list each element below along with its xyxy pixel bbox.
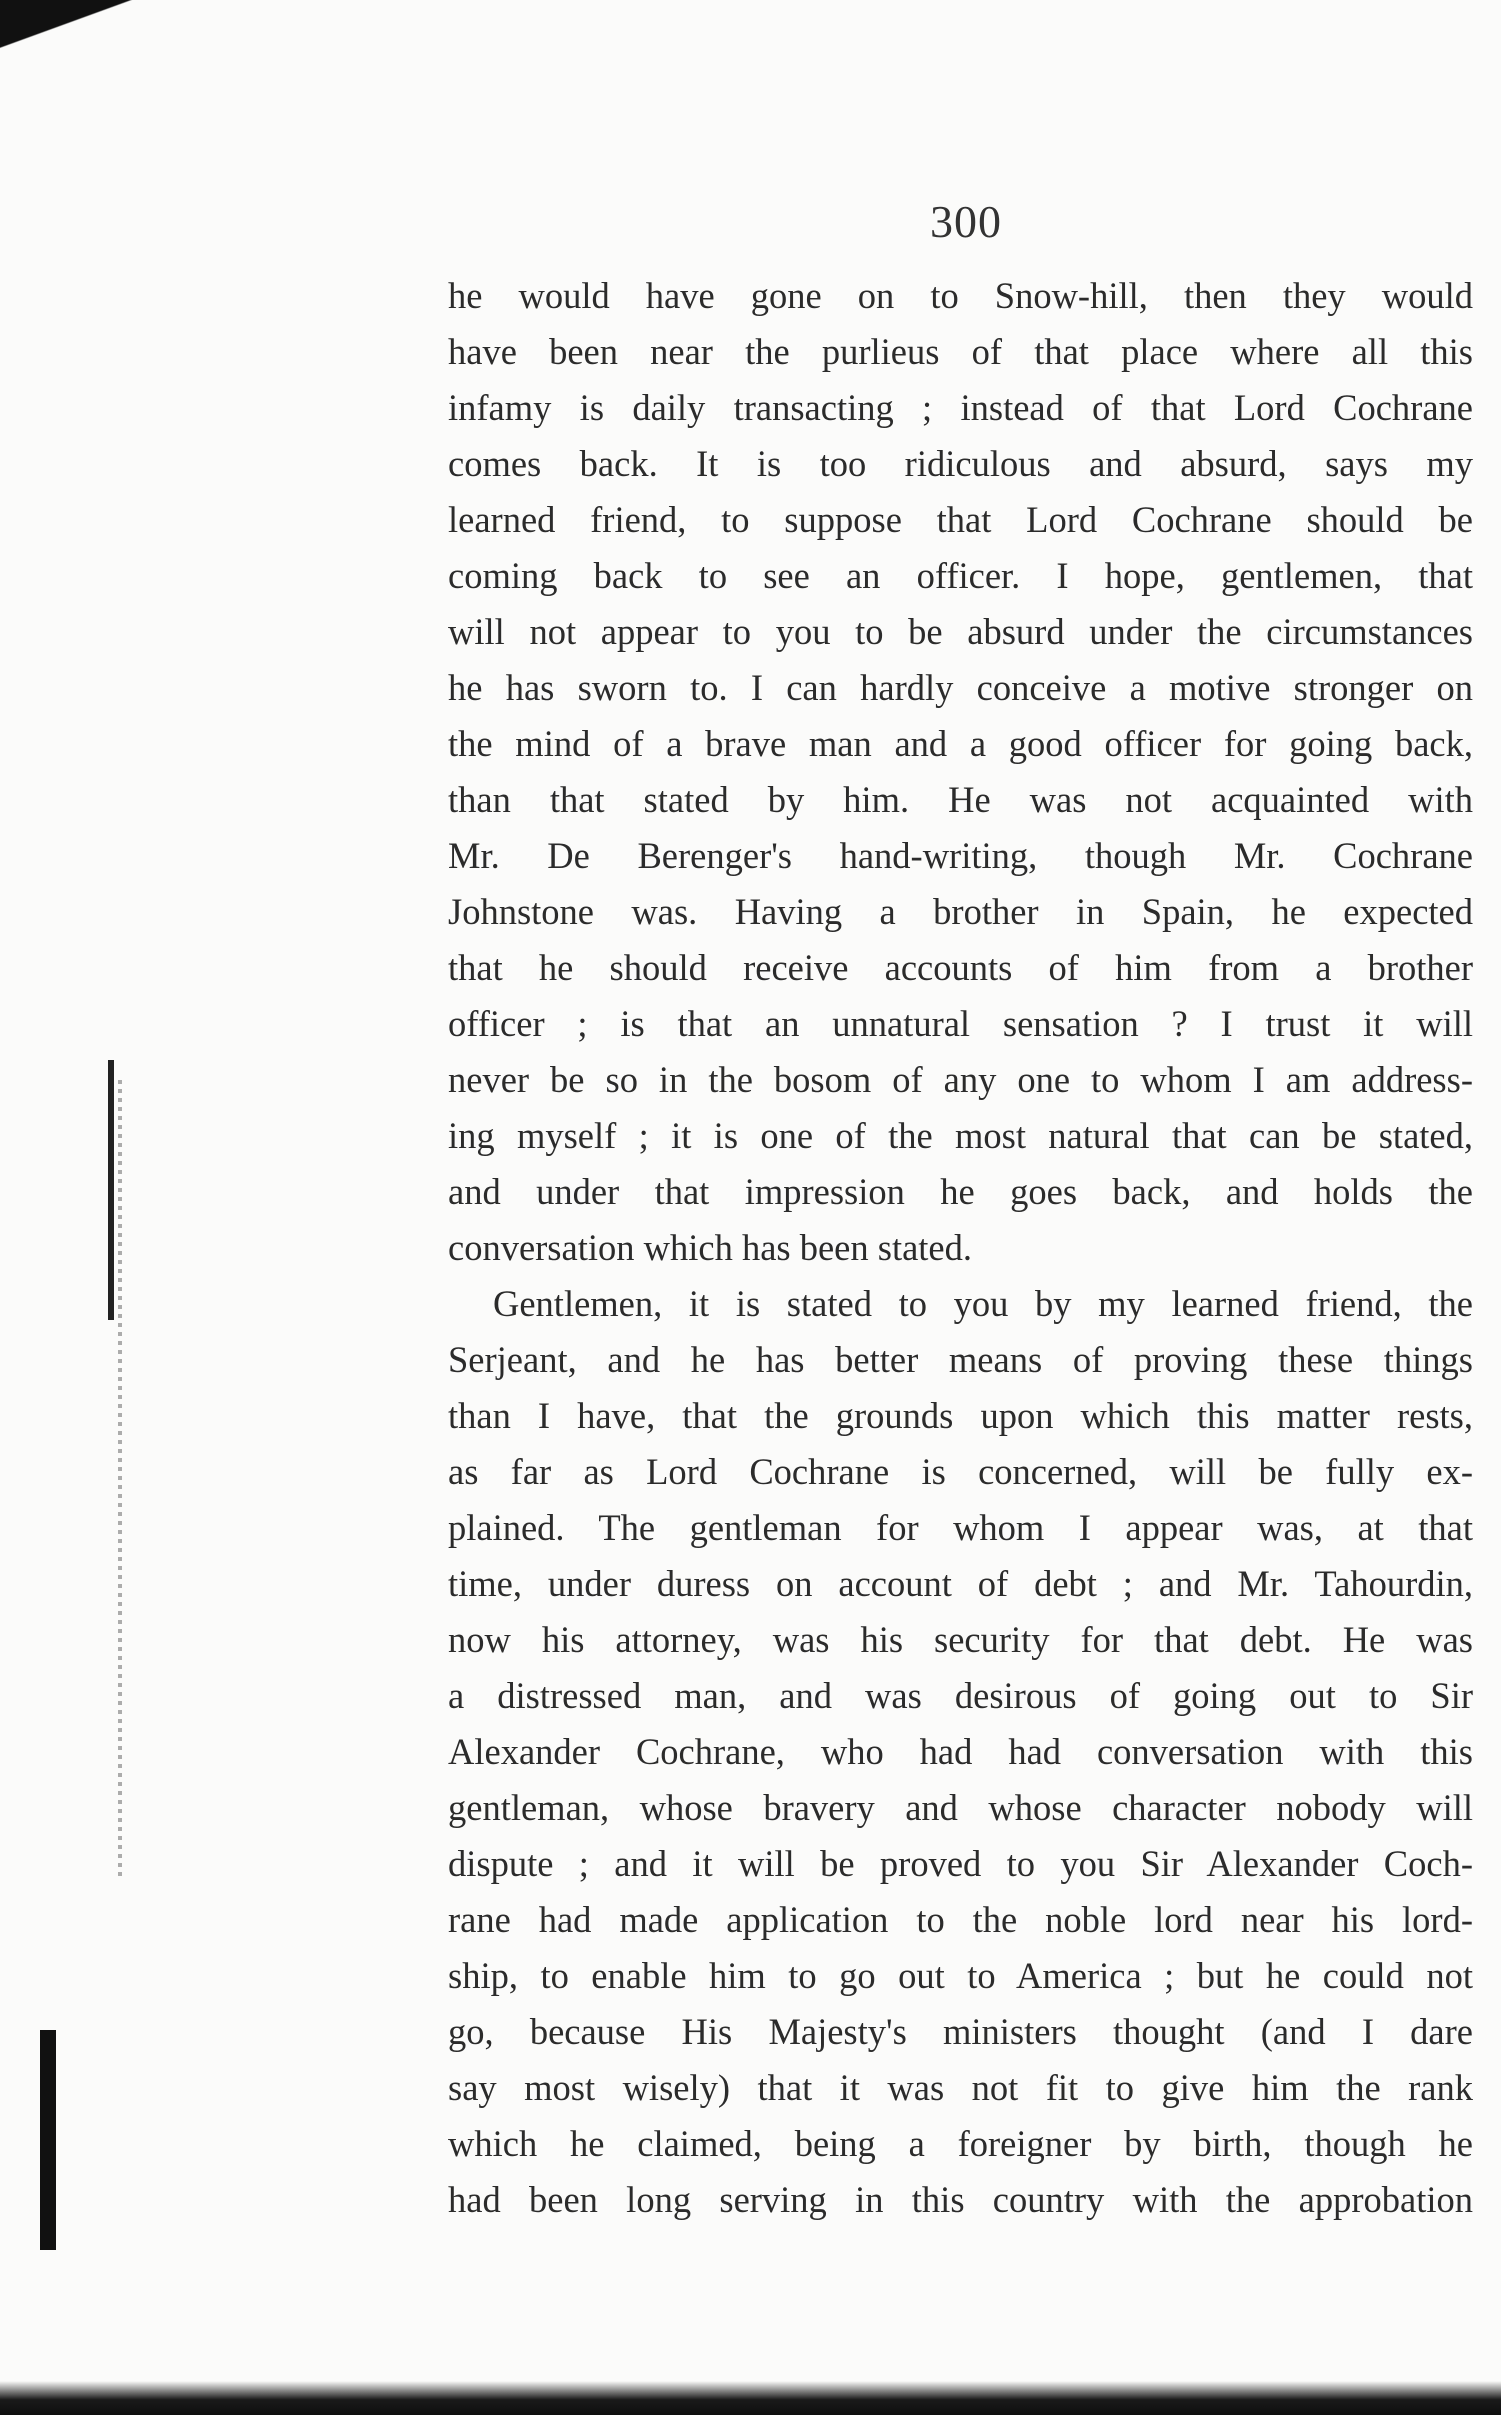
text-line: comes back. It is too ridiculous and absurd, says my <box>448 443 1473 484</box>
text-line: a distressed man, and was desirous of going out to Sir <box>448 1675 1473 1716</box>
text-line: say most wisely) that it was not fit to give him the rank <box>448 2067 1473 2108</box>
scan-corner-shadow <box>0 0 150 80</box>
text-line: time, under duress on account of debt ; and Mr. Tahourdin, <box>448 1563 1473 1604</box>
text-line: infamy is daily transacting ; instead of that Lord Cochrane <box>448 387 1473 428</box>
text-line: which he claimed, being a foreigner by birth, though he <box>448 2123 1473 2164</box>
text-line: Mr. De Berenger's hand-writing, though Mr. Cochrane <box>448 835 1473 876</box>
text-line: ship, to enable him to go out to America ; but he could not <box>448 1955 1473 1996</box>
text-line: conversation which has been stated. <box>448 1227 973 1268</box>
text-line: he has sworn to. I can hardly conceive a motive stronger on <box>448 667 1473 708</box>
scan-edge-mark <box>40 2030 56 2250</box>
text-line: than I have, that the grounds upon which this matter rests, <box>448 1395 1473 1436</box>
text-line: gentleman, whose bravery and whose character nobody will <box>448 1787 1473 1828</box>
text-line: as far as Lord Cochrane is concerned, will be fully ex- <box>448 1451 1473 1492</box>
paragraph <box>448 268 1473 1276</box>
text-line: and under that impression he goes back, and holds the <box>448 1171 1473 1212</box>
text-line: have been near the purlieus of that place where all this <box>448 331 1473 372</box>
scan-bottom-shadow <box>0 2381 1501 2415</box>
text-line: Johnstone was. Having a brother in Spain, he expected <box>448 891 1473 932</box>
body-text <box>448 268 1473 2228</box>
text-line: dispute ; and it will be proved to you Sir Alexander Coch- <box>448 1843 1473 1884</box>
paragraph <box>448 1276 1473 2228</box>
text-line: plained. The gentleman for whom I appear was, at that <box>448 1507 1473 1548</box>
text-line: Alexander Cochrane, who had had conversation with this <box>448 1731 1473 1772</box>
text-line: now his attorney, was his security for that debt. He was <box>448 1619 1473 1660</box>
text-line: had been long serving in this country with the approbation <box>448 2179 1473 2220</box>
text-line: rane had made application to the noble lord near his lord- <box>448 1899 1473 1940</box>
text-line: go, because His Majesty's ministers thought (and I dare <box>448 2011 1473 2052</box>
page-number: 300 <box>930 196 1002 247</box>
text-line: will not appear to you to be absurd under the circumstances <box>448 611 1473 652</box>
text-line: Serjeant, and he has better means of proving these things <box>448 1339 1473 1380</box>
text-line: ing myself ; it is one of the most natural that can be stated, <box>448 1115 1473 1156</box>
text-line: Gentlemen, it is stated to you by my learned friend, the <box>493 1283 1473 1324</box>
text-line: officer ; is that an unnatural sensation ? I trust it will <box>448 1003 1473 1044</box>
text-line: never be so in the bosom of any one to whom I am address- <box>448 1059 1473 1100</box>
text-line: coming back to see an officer. I hope, gentlemen, that <box>448 555 1473 596</box>
text-line: the mind of a brave man and a good officer for going back, <box>448 723 1473 764</box>
scan-edge-mark <box>108 1060 114 1320</box>
text-line: that he should receive accounts of him from a brother <box>448 947 1473 988</box>
text-line: learned friend, to suppose that Lord Cochrane should be <box>448 499 1473 540</box>
scan-edge-mark <box>118 1080 122 1880</box>
text-line: than that stated by him. He was not acquainted with <box>448 779 1473 820</box>
text-line: he would have gone on to Snow-hill, then they would <box>448 275 1473 316</box>
